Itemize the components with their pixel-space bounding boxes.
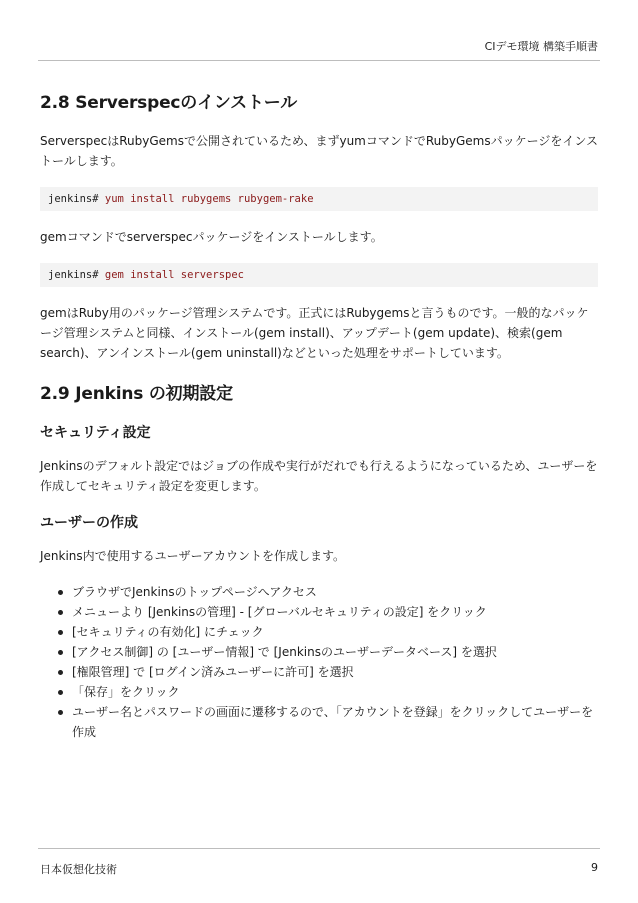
header-title: CIデモ環境 構築手順書 [484,40,598,53]
footer-company: 日本仮想化技術 [40,863,117,876]
section-2-8-para2: gemコマンドでserverspecパッケージをインストールします。 [40,230,383,244]
list-item: メニューより [Jenkinsの管理] - [グローバルセキュリティの設定] をクリック [62,602,598,622]
section-2-8-intro: ServerspecはRubyGemsで公開されているため、まずyumコマンドでRubyGemsパッケージをインストールします。 [40,134,599,168]
list-item: 「保存」をクリック [62,682,598,702]
subheading-user-create: ユーザーの作成 [40,515,138,531]
section-heading-2-8: 2.8 Serverspecのインストール [40,93,298,113]
list-item: [権限管理] で [ログイン済みユーザーに許可] を選択 [62,662,598,682]
page-number: 9 [591,861,598,874]
list-item: [アクセス制御] の [ユーザー情報] で [Jenkinsのユーザーデータベース] を選択 [62,642,598,662]
header-divider [38,60,600,61]
steps-list [40,582,598,742]
code-block-yum [40,187,598,211]
code-command: gem install serverspec [104,269,244,281]
section-heading-2-9: 2.9 Jenkins の初期設定 [40,384,233,404]
list-item: [セキュリティの有効化] にチェック [62,622,598,642]
footer-divider [38,848,600,849]
security-text: Jenkinsのデフォルト設定ではジョブの作成や実行がだれでも行えるようになっているため、ユーザーを作成してセキュリティ設定を変更します。 [40,459,598,493]
code-command: yum install rubygems rubygem-rake [104,193,314,205]
code-prompt: jenkins# [48,269,99,281]
section-2-8-para3: gemはRuby用のパッケージ管理システムです。正式にはRubygemsと言うものです。一般的なパッケージ管理システムと同様、インストール(gem install)、アップデート(gem update)、検索(gem search)、アンインストール(gem uninstall)などといった処理をサポートしています。 [40,306,589,360]
list-item: ユーザー名とパスワードの画面に遷移するので、「アカウントを登録」をクリックしてユーザーを作成 [62,702,598,742]
code-block-gem [40,263,598,287]
page-content [40,88,598,742]
subheading-security: セキュリティ設定 [40,425,151,441]
code-prompt: jenkins# [48,193,99,205]
user-create-text: Jenkins内で使用するユーザーアカウントを作成します。 [40,549,345,563]
list-item: ブラウザでJenkinsのトップページへアクセス [62,582,598,602]
